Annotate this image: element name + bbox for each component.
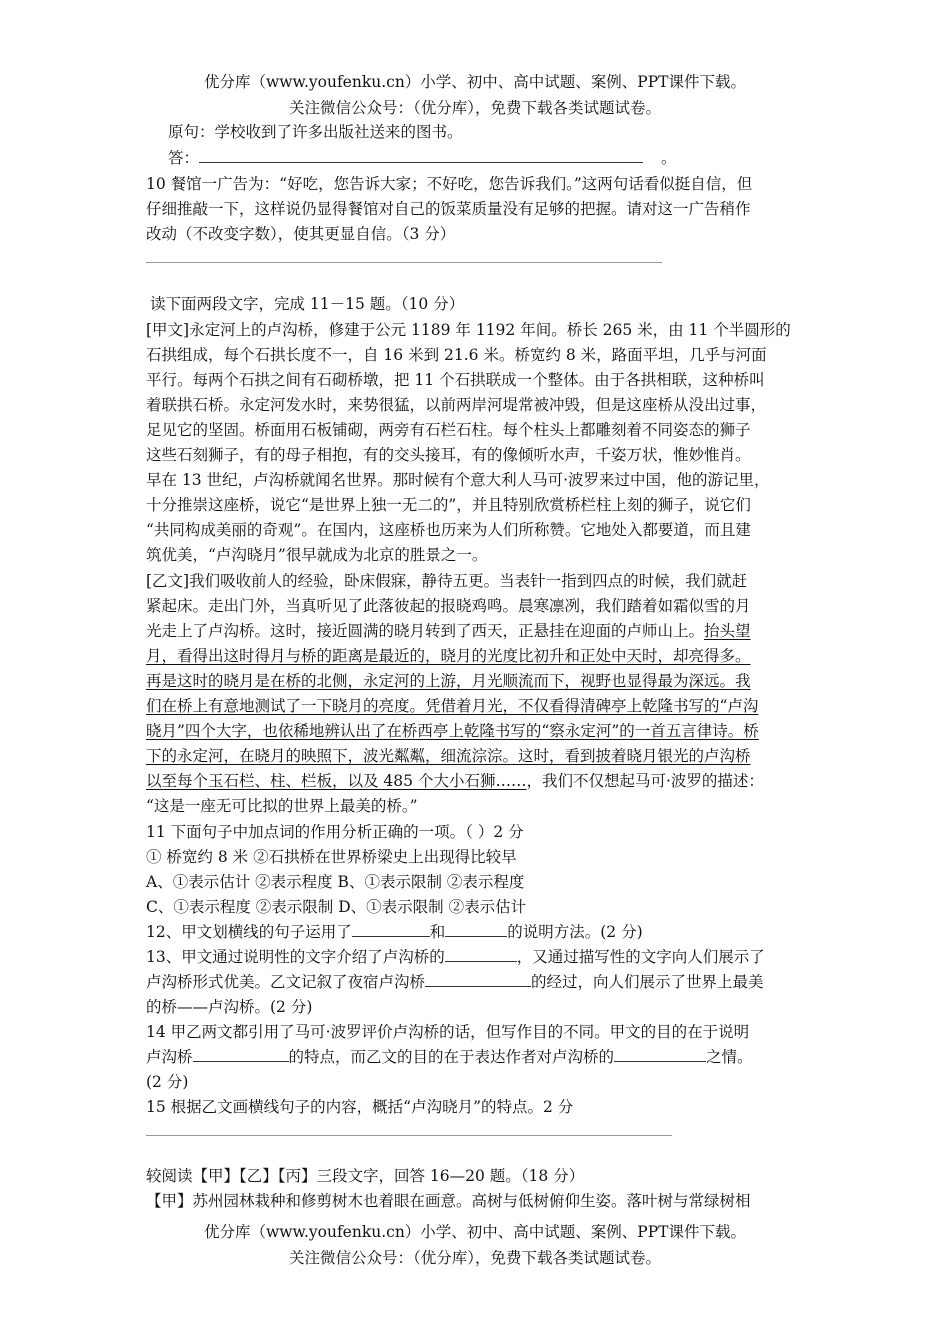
q9-answer-end: 。 (661, 149, 677, 167)
q14-row-2 (146, 1045, 753, 1070)
q13-row-3: 的桥——卢沟桥。(2 分) (146, 998, 313, 1016)
yi-underlined-line-5: 下的永定河，在晓月的映照下，波光粼粼，细流淙淙。这时，看到披着晓月银光的卢沟桥 (146, 747, 751, 765)
q12-text-c: 的说明方法。(2 分) (507, 923, 643, 941)
jia-line-5: 足见它的坚固。桥面用石板铺砌，两旁有石栏石柱。每个柱头上都雕刻着不同姿态的狮子 (146, 421, 751, 439)
q14-blank-2[interactable] (614, 1045, 706, 1062)
jia-line-7: 早在 13 世纪，卢沟桥就闻名世界。那时候有个意大利人马可·波罗来过中国，他的游记里， (146, 471, 770, 489)
yi-line-2: 紧起床。走出门外，当真听见了此落彼起的报晓鸡鸣。晨寒凛冽，我们踏着如霜似雪的月 (146, 597, 751, 615)
q15-stem: 15 根据乙文画横线句子的内容，概括“卢沟晓月”的特点。2 分 (146, 1098, 574, 1116)
q13-text-d: 的经过，向人们展示了世界上最美 (531, 973, 764, 991)
yi-underlined-start: 抬头望 (704, 622, 751, 640)
q14-text-a: 卢沟桥 (146, 1048, 193, 1066)
q9-original-sentence: 原句：学校收到了许多出版社送来的图书。 (168, 123, 463, 141)
footer-line-1: 优分库（www.youfenku.cn）小学、初中、高中试题、案例、PPT课件下载。 (203, 1223, 747, 1241)
q11-stem: 11 下面句子中加点词的作用分析正确的一项。（ ）2 分 (146, 823, 524, 841)
header-line-1: 优分库（www.youfenku.cn）小学、初中、高中试题、案例、PPT课件下载。 (203, 73, 747, 91)
q13-text-b: ，又通过描写性的文字向人们展示了 (516, 948, 765, 966)
q12-row (146, 920, 643, 945)
jia-line-4: 着联拱石桥。永定河发水时，来势很猛，以前两岸河堤常被冲毁，但是这座桥从没出过事， (146, 396, 767, 414)
jia-line-1: [甲文]永定河上的卢沟桥，修建于公元 1189 年 1192 年间。桥长 265 米，由 11 个半圆形的 (146, 321, 791, 339)
q12-text-b: 和 (429, 923, 446, 941)
q9-answer-label: 答： (168, 149, 200, 167)
q12-blank-1[interactable] (352, 920, 430, 937)
q13-text-a: 13、甲文通过说明性的文字介绍了卢沟桥的 (146, 948, 445, 966)
yi-underlined-line-2: 再是这时的晓月是在桥的北侧，永定河的上游，月光顺流而下，视野也显得最为深远。我 (146, 672, 751, 690)
q13-text-c: 卢沟桥形式优美。乙文记叙了夜宿卢沟桥 (146, 973, 426, 991)
q14-text-b: 的特点，而乙文的目的在于表达作者对卢沟桥的 (288, 1048, 615, 1066)
q10-line-1: 10 餐馆一广告为：“好吃，您告诉大家；不好吃，您告诉我们。”这两句话看似挺自信，但 (146, 175, 753, 193)
jia-line-9: “共同构成美丽的奇观”。在国内，这座桥也历来为人们所称赞。它地处入都要道，而且建 (146, 521, 751, 539)
yi-line-9-tail: ，我们不仅想起马可·波罗的描述： (526, 772, 764, 790)
next-section-line-1: 【甲】苏州园林栽种和修剪树木也着眼在画意。高树与低树俯仰生姿。落叶树与常绿树相 (146, 1192, 751, 1210)
q14-text-c: 之情。 (706, 1048, 753, 1066)
q10-answer-line[interactable] (146, 262, 662, 263)
q13-blank-1[interactable] (445, 945, 517, 962)
jia-line-3: 平行。每两个石拱之间有石砌桥墩，把 11 个石拱联成一个整体。由于各拱相联，这种桥叫 (146, 371, 765, 389)
q13-blank-2[interactable] (425, 970, 531, 987)
q11-option-cd[interactable]: C、①表示程度 ②表示限制 D、①表示限制 ②表示估计 (146, 898, 527, 916)
footer-line-2: 关注微信公众号：（优分库），免费下载各类试题试卷。 (288, 1249, 661, 1267)
reading-intro: 读下面两段文字，完成 11－15 题。（10 分） (150, 295, 465, 313)
yi-underlined-line-4: 晓月”四个大字，也依稀地辨认出了在桥西亭上乾隆书写的“察永定河”的一首五言律诗。桥 (146, 722, 759, 740)
q14-line-1: 14 甲乙两文都引用了马可·波罗评价卢沟桥的话，但写作目的不同。甲文的目的在于说明 (146, 1023, 750, 1041)
q10-line-3: 改动（不改变字数），使其更显自信。（3 分） (146, 225, 456, 243)
next-section-intro: 较阅读【甲】【乙】【丙】三段文字，回答 16—20 题。（18 分） (146, 1167, 585, 1185)
q9-answer-row (168, 146, 677, 171)
q12-blank-2[interactable] (445, 920, 507, 937)
q11-items: ① 桥宽约 8 米 ②石拱桥在世界桥梁史上出现得比较早 (146, 848, 517, 866)
q11-option-ab[interactable]: A、①表示估计 ②表示程度 B、①表示限制 ②表示程度 (146, 873, 525, 891)
q9-answer-blank[interactable] (199, 146, 643, 163)
yi-underlined-line-6: 以至每个玉石栏、柱、栏板，以及 485 个大小石狮…… (146, 772, 527, 790)
yi-line-3-text: 光走上了卢沟桥。这时，接近圆满的晓月转到了西天，正悬挂在迎面的卢师山上。 (146, 622, 705, 640)
q13-row-1 (146, 945, 765, 970)
q10-line-2: 仔细推敲一下，这样说仍显得餐馆对自己的饭菜质量没有足够的把握。请对这一广告稍作 (146, 200, 751, 218)
jia-line-2: 石拱组成，每个石拱长度不一，自 16 米到 21.6 米。桥宽约 8 米，路面平坦，几乎与河面 (146, 346, 767, 364)
yi-line-1: [乙文]我们吸收前人的经验，卧床假寐，静待五更。当表针一指到四点的时候，我们就赶 (146, 572, 748, 590)
header-line-2: 关注微信公众号：（优分库），免费下载各类试题试卷。 (288, 99, 661, 117)
q13-row-2 (146, 970, 764, 995)
jia-line-8: 十分推崇这座桥，说它“是世界上独一无二的”，并且特别欣赏桥栏柱上刻的狮子，说它们 (146, 496, 751, 514)
yi-line-9 (146, 769, 764, 794)
yi-underlined-line-1: 月，看得出这时得月与桥的距离是最近的，晓月的光度比初升和正处中天时，却亮得多。 (146, 647, 751, 665)
q14-blank-1[interactable] (193, 1045, 289, 1062)
q15-answer-line[interactable] (146, 1135, 672, 1136)
jia-line-10: 筑优美，“卢沟晓月”很早就成为北京的胜景之一。 (146, 546, 488, 564)
yi-line-3 (146, 619, 751, 644)
q14-line-3: (2 分) (146, 1073, 189, 1091)
jia-line-6: 这些石刻狮子，有的母子相抱，有的交头接耳，有的像倾听水声，千姿万状，惟妙惟肖。 (146, 446, 751, 464)
q12-text-a: 12、甲文划横线的句子运用了 (146, 923, 352, 941)
yi-line-10: “这是一座无可比拟的世界上最美的桥。” (146, 797, 418, 815)
yi-underlined-line-3: 们在桥上有意地测试了一下晓月的亮度。凭借着月光，不仅看得清碑亭上乾隆书写的“卢沟 (146, 697, 759, 715)
